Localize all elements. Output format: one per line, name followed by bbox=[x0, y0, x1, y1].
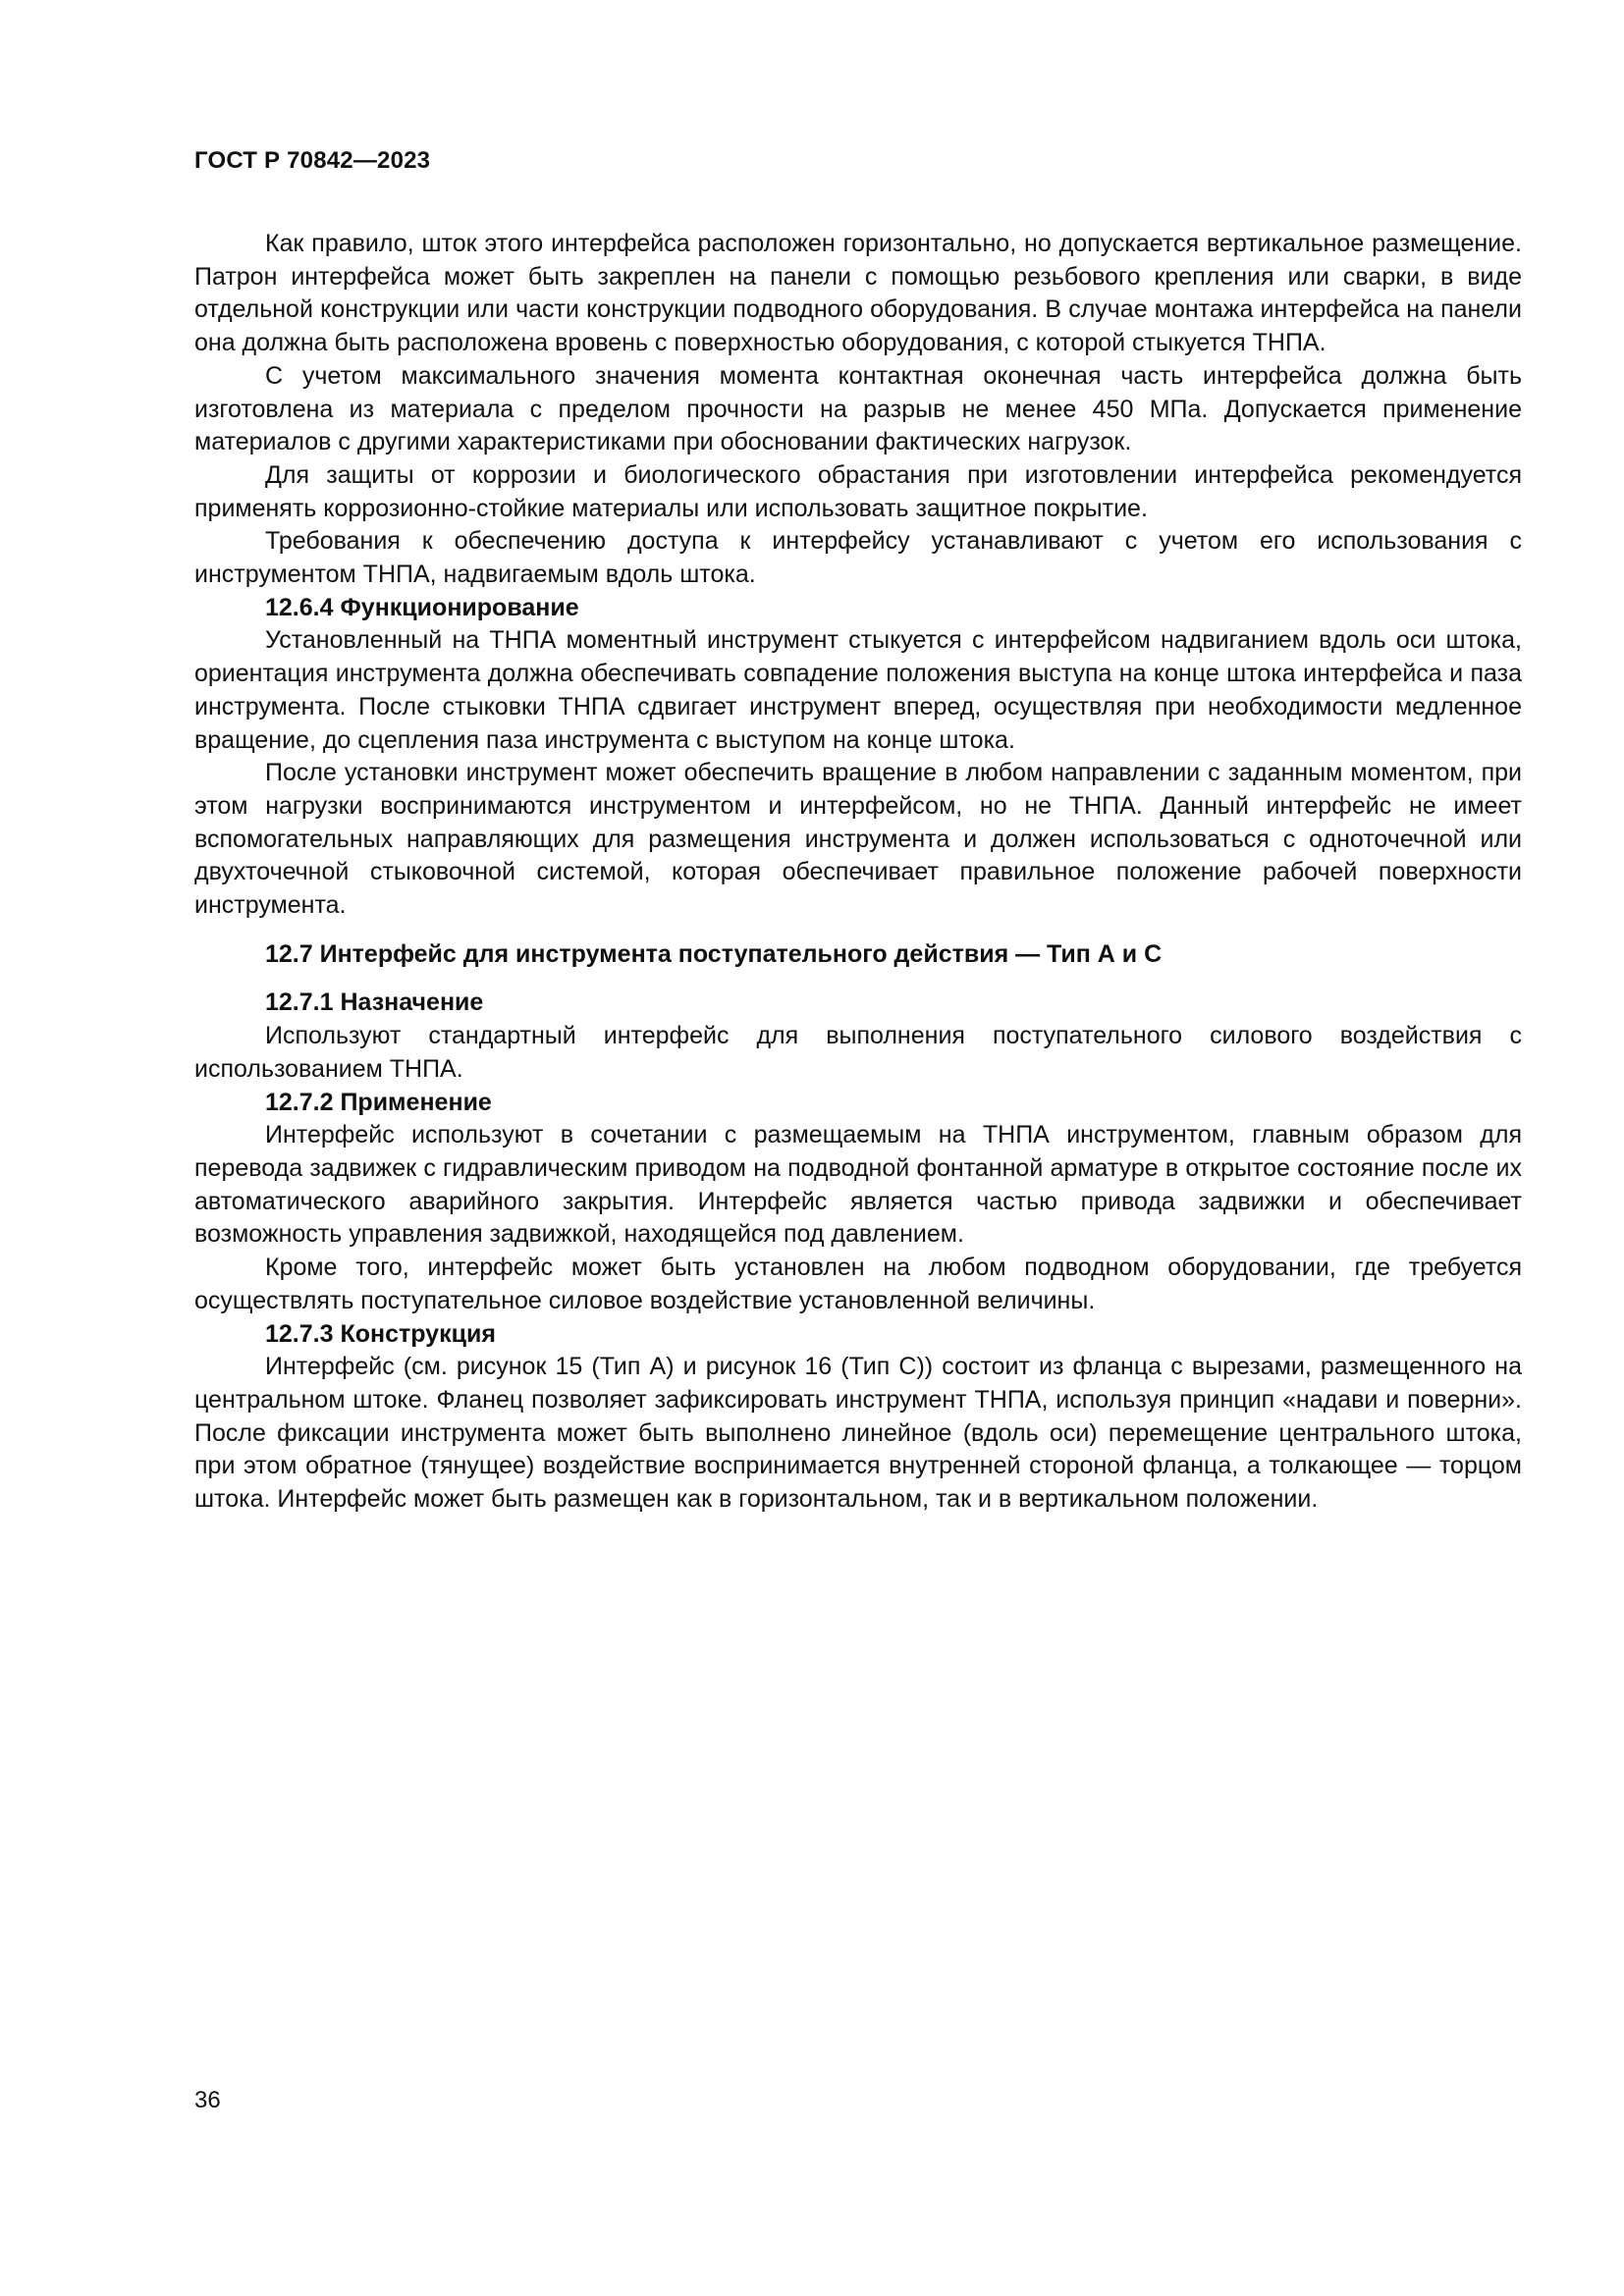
subsection-heading-12-7-2: 12.7.2 Применение bbox=[265, 1088, 492, 1116]
paragraph: После установки инструмент может обеспечить вращение в любом направлении с заданным моментом, при этом нагрузки воспринимаются инструментом и интерфейсом, но не ТНПА. Данный интерфейс не имеет вспомогательных направляющих для размещения инструмента и должен использоваться с одноточечной или двухточечной стыковочной системой, которая обеспечивает правильное положение рабочей поверхности инструмента. bbox=[194, 759, 1522, 920]
paragraph: Интерфейс (см. рисунок 15 (Тип А) и рисунок 16 (Тип С)) состоит из фланца с вырезами, размещенного на центральном штоке. Фланец позволяет зафиксировать инструмент ТНПА, используя принцип «надави и поверни». После фиксации инструмента может быть выполнено линейное (вдоль оси) перемещение центрального штока, при этом обратное (тянущее) воздействие воспринимается внутренней стороной фланца, а толкающее — торцом штока. Интерфейс может быть размещен как в горизонтальном, так и в вертикальном положении. bbox=[194, 1353, 1522, 1514]
paragraph: Кроме того, интерфейс может быть установлен на любом подводном оборудовании, где требуется осуществлять поступательное силовое воздействие установленной величины. bbox=[194, 1254, 1522, 1314]
section-heading-12-7: 12.7 Интерфейс для инструмента поступательного действия — Тип А и С bbox=[265, 939, 1163, 968]
document-body bbox=[194, 228, 1522, 1517]
paragraph: Установленный на ТНПА моментный инструмент стыкуется с интерфейсом надвиганием вдоль оси штока, ориентация инструмента должна обеспечивать совпадение положения выступа на конце штока интерфейса и паза инструмента. После стыковки ТНПА сдвигает инструмент вперед, осуществляя при необходимости медленное вращение, до сцепления паза инструмента с выступом на конце штока. bbox=[194, 626, 1522, 754]
paragraph: Как правило, шток этого интерфейса расположен горизонтально, но допускается вертикальное размещение. Патрон интерфейса может быть закреплен на панели с помощью резьбового крепления или сварки, в виде отдельной конструкции или части конструкции подводного оборудования. В случае монтажа интерфейса на панели она должна быть расположена вровень с поверхностью оборудования, с которой стыкуется ТНПА. bbox=[194, 230, 1522, 357]
paragraph: С учетом максимального значения момента контактная оконечная часть интерфейса должна быть изготовлена из материала с пределом прочности на разрыв не менее 450 МПа. Допускается применение материалов с другими характеристиками при обосновании фактических нагрузок. bbox=[194, 361, 1522, 456]
page-number: 36 bbox=[194, 2087, 221, 2113]
paragraph: Требования к обеспечению доступа к интерфейсу устанавливают с учетом его использования с инструментом ТНПА, надвигаемым вдоль штока. bbox=[194, 527, 1522, 589]
paragraph: Для защиты от коррозии и биологического обрастания при изготовлении интерфейса рекомендуется применять коррозионно-стойкие материалы или использовать защитное покрытие. bbox=[194, 460, 1522, 522]
subsection-heading-12-7-1: 12.7.1 Назначение bbox=[265, 988, 484, 1017]
paragraph: Используют стандартный интерфейс для выполнения поступательного силового воздействия с использованием ТНПА. bbox=[194, 1022, 1522, 1083]
document-code-header: ГОСТ Р 70842—2023 bbox=[194, 147, 431, 174]
subsection-heading-12-6-4: 12.6.4 Функционирование bbox=[265, 593, 579, 621]
paragraph: Интерфейс используют в сочетании с размещаемым на ТНПА инструментом, главным образом для перевода задвижек с гидравлическим приводом на подводной фонтанной арматуре в открытое состояние после их автоматического аварийного закрытия. Интерфейс является частью привода задвижки и обеспечивает возможность управления задвижкой, находящейся под давлением. bbox=[194, 1121, 1522, 1249]
subsection-heading-12-7-3: 12.7.3 Конструкция bbox=[265, 1319, 496, 1348]
